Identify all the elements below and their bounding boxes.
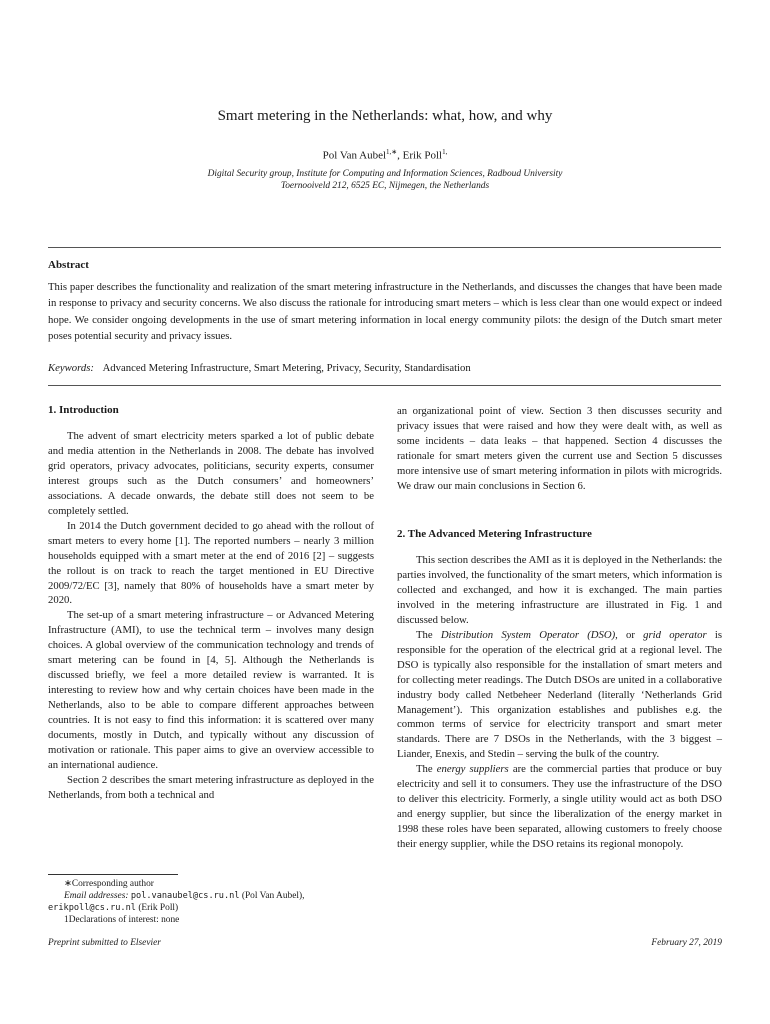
right-column-body <box>397 553 722 852</box>
term-grid-operator: grid operator <box>643 628 707 641</box>
footnote-corresponding: ∗Corresponding author <box>64 879 154 889</box>
footer-preprint: Preprint submitted to Elsevier <box>48 938 161 948</box>
email-address[interactable]: pol.vanaubel@cs.ru.nl <box>130 891 240 901</box>
paragraph: The set-up of a smart metering infrastructure – or Advanced Metering Infrastructure (AMI), to use the technical term – involves many design choices. A global overview of the communication technology and trends of smart metering can be found in [4, 5]. Although the Netherlands is discussed briefly, we feel a more detailed review is warranted. It is interesting to review how and why certain choices have been made in the Netherlands, also to be able to compare different approaches between countries. It is not easy to find this information: it is scattered over many documents, mostly in Dutch, and typically without any discussion of motivation or rationale. This paper aims to give an overview accessible to an international audience. <box>48 609 374 771</box>
footnote-emails-cont <box>48 902 378 914</box>
footnote-rule <box>48 874 178 875</box>
email-owner: (Pol Van Aubel), <box>241 891 305 901</box>
right-column-intro <box>397 404 722 494</box>
keywords-label: Keywords: <box>48 362 94 374</box>
email-label: Email addresses: <box>64 891 129 901</box>
footer-date: February 27, 2019 <box>651 938 722 948</box>
affiliation-line-1: Digital Security group, Institute for Computing and Information Sciences, Radboud University <box>207 169 563 179</box>
footnote-emails <box>48 890 378 902</box>
author-superscript: 1, <box>442 148 448 156</box>
left-column-body <box>48 429 374 803</box>
paragraph-dso: The Distribution System Operator (DSO), or grid operator is responsible for the operation of the electrical grid at a regional level. The DSO is typically also responsible for the installation of smart meters and for collecting meter readings. The Dutch DSOs are united in a collaborative industry body called Netbeheer Nederland (literally ‘Netherlands Grid Management’). This organization establishes and publishes e.g. the common terms of service for electricity transport and smart meter standards. There are 7 DSOs in the Netherlands, with the 3 biggest – Liander, Enexis, and Stedin – serving the bulk of the country. <box>397 628 722 761</box>
abstract-heading: Abstract <box>48 259 89 271</box>
paragraph: The advent of smart electricity meters sparked a lot of public debate and media attention in the Netherlands in 2008. The debate has involved grid operators, privacy advocates, politicians, security experts, consumer interest groups such as the Dutch consumers’ and homeowners’ associations. A decade onwards, the debate still does not seem to be completely settled. <box>48 430 374 517</box>
email-owner: (Erik Poll) <box>138 903 179 913</box>
author-superscript: 1,∗ <box>386 148 398 156</box>
abstract-top-rule <box>48 247 721 248</box>
author-line <box>0 148 770 162</box>
keywords-line <box>48 362 471 374</box>
paragraph: In 2014 the Dutch government decided to go ahead with the rollout of smart meters to every home [1]. The reported numbers – nearly 3 million households equipped with a smart meter at the end of 2016 [2] – suggests the rollout is on track to reach the target mentioned in EU Directive 2009/72/EC [3], namely that 80% of households have a smart meter by 2020. <box>48 519 374 607</box>
section-1-heading: 1. Introduction <box>48 404 119 416</box>
paragraph: an organizational point of view. Section 3 then discusses security and privacy issues that were raised and how they were dealt with, as well as some incidents – data leaks – that happened. Section 4 discusses the rationale for smart meters given the current use and Section 5 discusses more intensive use of smart metering information in pilots with microgrids. We draw our main conclusions in Section 6. <box>397 405 722 492</box>
email-address[interactable]: erikpoll@cs.ru.nl <box>48 903 136 913</box>
paragraph: Section 2 describes the smart metering infrastructure as deployed in the Netherlands, from both a technical and <box>48 773 374 801</box>
paper-title: Smart metering in the Netherlands: what, how, and why <box>217 108 553 124</box>
paragraph: This section describes the AMI as it is deployed in the Netherlands: the parties involved, the functionality of the smart meters, which information is collected and exchanged, and how it is exchanged. The main parties involved in the metering infrastructure are illustrated in Fig. 1 and discussed below. <box>397 554 722 626</box>
footnote-declarations: 1Declarations of interest: none <box>64 915 180 925</box>
term-energy-suppliers: energy suppliers <box>436 763 509 776</box>
paragraph-energy-suppliers: The energy suppliers are the commercial parties that produce or buy electricity and sell it to consumers. They use the infrastructure of the DSO to deliver this electricity. Formerly, a single utility would act as both DSO and energy supplier, but since the liberalization of the energy market in 1998 these roles have been separated, allowing customers to freely choose their energy supplier, while the DSO retains its regional monopoly. <box>397 763 722 851</box>
author-separator: , <box>397 149 403 162</box>
term-dso: Distribution System Operator (DSO) <box>440 628 616 641</box>
affiliation-line-2: Toernooiveld 212, 6525 EC, Nijmegen, the Netherlands <box>280 181 490 191</box>
abstract-bottom-rule <box>48 385 721 386</box>
abstract-text: This paper describes the functionality and realization of the smart metering infrastructure in the Netherlands, and discusses the changes that have been made in response to privacy and security concerns. We also discuss the rationale for introducing smart meters – which is less clear than one would expect or indeed hope. We consider ongoing developments in the use of smart metering information in local energy community pilots: the design of the Dutch smart meter poses potential security and privacy issues. <box>48 281 722 343</box>
author-name: Pol Van Aubel <box>322 149 387 162</box>
author-name: Erik Poll <box>402 149 443 162</box>
keywords-list: Advanced Metering Infrastructure, Smart Metering, Privacy, Security, Standardisation <box>102 362 471 374</box>
section-2-heading: 2. The Advanced Metering Infrastructure <box>397 528 592 540</box>
